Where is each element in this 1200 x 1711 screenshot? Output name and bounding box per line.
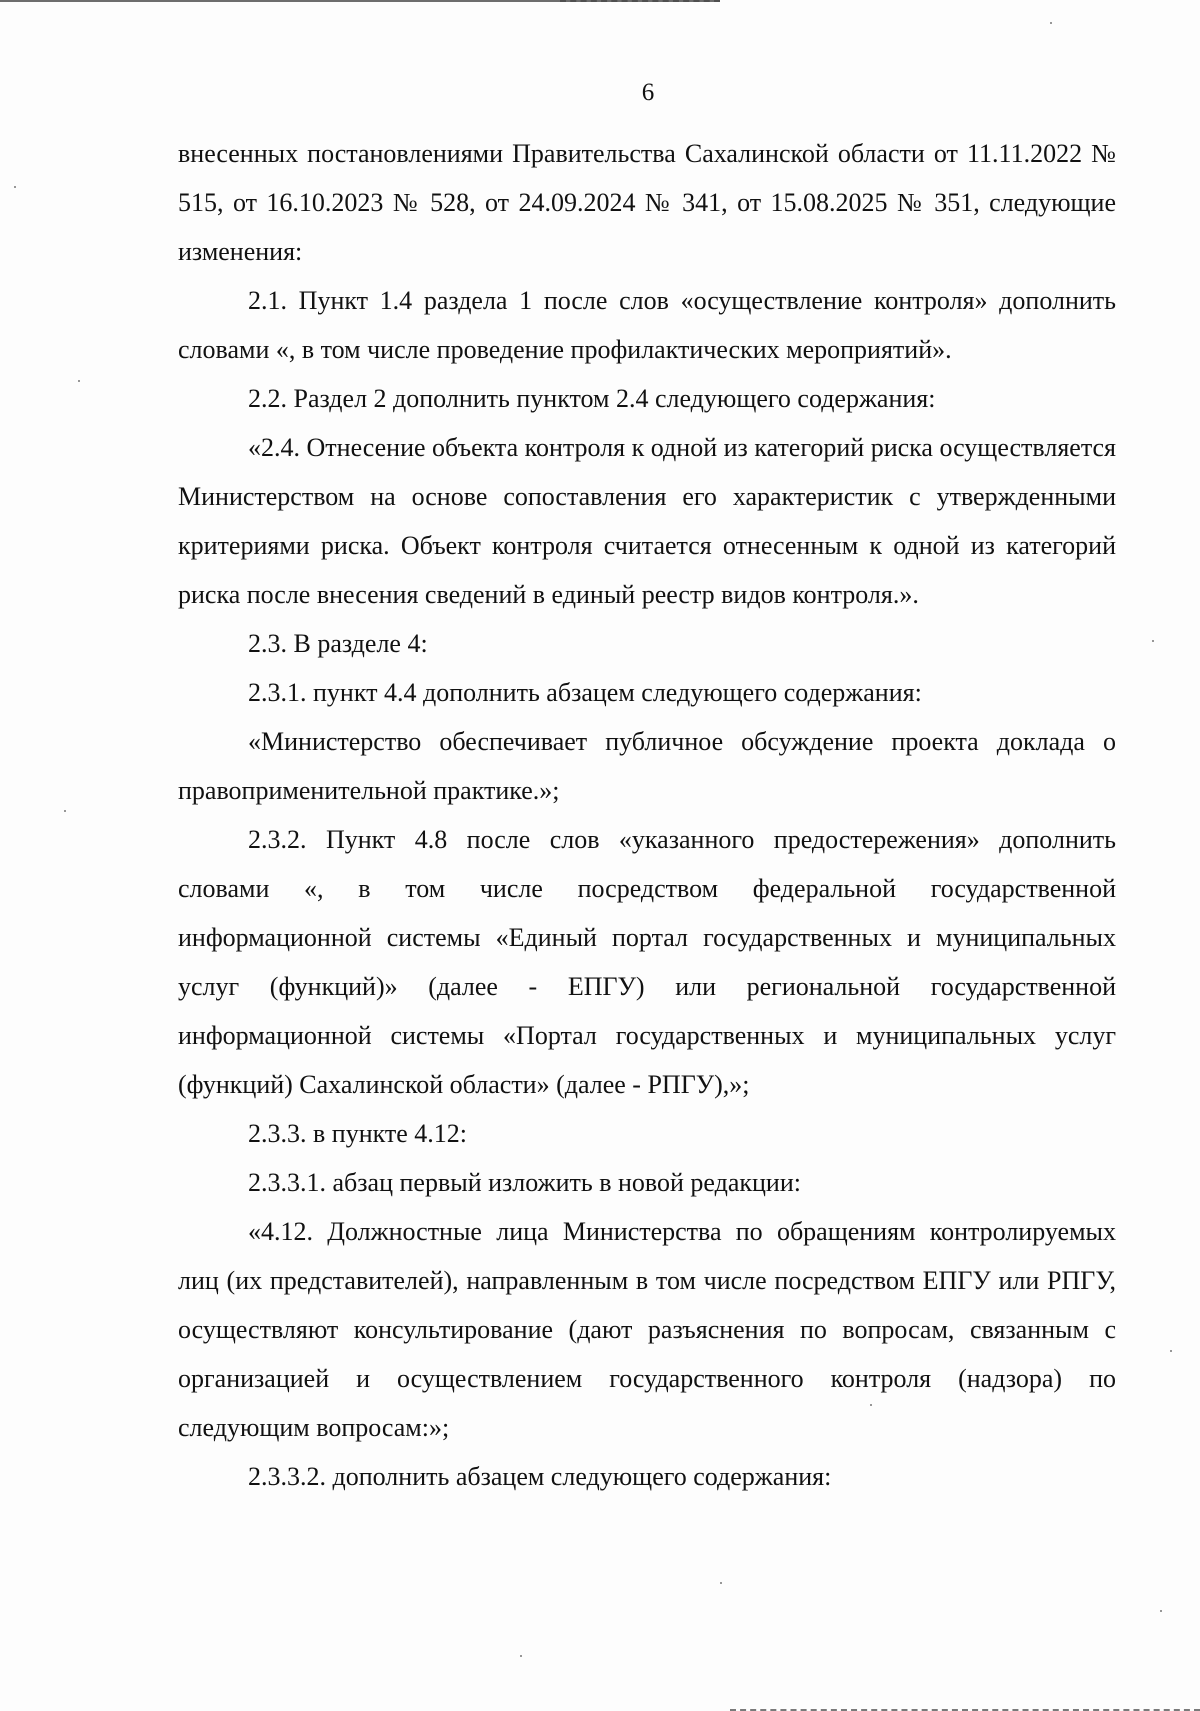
paragraph-2-3: 2.3. В разделе 4:	[248, 629, 428, 658]
document-body	[178, 129, 1116, 1501]
paragraph-2-2: 2.2. Раздел 2 дополнить пунктом 2.4 следующего содержания:	[248, 384, 936, 413]
paragraph-2-3-3-1: 2.3.3.1. абзац первый изложить в новой редакции:	[248, 1168, 801, 1197]
scan-speck	[720, 1582, 722, 1584]
paragraph-2-3-1-quote: «Министерство обеспечивает публичное обсуждение проекта доклада о правоприменительной практике.»;	[178, 727, 1116, 805]
scan-speck	[520, 1655, 522, 1657]
paragraph-2-3-3: 2.3.3. в пункте 4.12:	[248, 1119, 468, 1148]
paragraph-2-3-2: 2.3.2. Пункт 4.8 после слов «указанного предостережения» дополнить словами «, в том числе посредством федеральной государственной информационной системы «Единый портал государственных и муниципальных услуг (функций)» (далее - ЕПГУ) или региональной государственной информационной системы «Портал государственных и муниципальных услуг (функций) Сахалинской области» (далее - РПГУ),»;	[178, 825, 1116, 1099]
paragraph-2-4-quote: «2.4. Отнесение объекта контроля к одной из категорий риска осуществляется Министерством на основе сопоставления его характеристик с утвержденными критериями риска. Объект контроля считается отнесенным к одной из категорий риска после внесения сведений в единый реестр видов контроля.».	[178, 433, 1116, 609]
scan-speck	[1170, 1350, 1172, 1352]
scan-speck	[14, 186, 16, 188]
scan-speck	[78, 380, 80, 382]
page-number: 6	[641, 79, 655, 106]
scan-speck	[1152, 640, 1154, 642]
scan-speck	[1160, 1610, 1162, 1612]
scan-edge-top-dashed	[560, 0, 720, 2]
paragraph-2-3-1: 2.3.1. пункт 4.4 дополнить абзацем следующего содержания:	[248, 678, 922, 707]
scan-speck	[1050, 22, 1052, 24]
scan-speck	[64, 810, 66, 812]
paragraph-2-1: 2.1. Пункт 1.4 раздела 1 после слов «осуществление контроля» дополнить словами «, в том числе проведение профилактических мероприятий».	[178, 286, 1116, 364]
paragraph-4-12-quote: «4.12. Должностные лица Министерства по обращениям контролируемых лиц (их представителей), направленным в том числе посредством ЕПГУ или РПГУ, осуществляют консультирование (дают разъяснения по вопросам, связанным с организацией и осуществлением государственного контроля (надзора) по следующим вопросам:»;	[178, 1217, 1116, 1442]
paragraph-intro-continuation: внесенных постановлениями Правительства Сахалинской области от 11.11.2022 № 515, от 16.10.2023 № 528, от 24.09.2024 № 341, от 15.08.2025 № 351, следующие изменения:	[178, 139, 1116, 266]
paragraph-2-3-3-2: 2.3.3.2. дополнить абзацем следующего содержания:	[248, 1462, 832, 1491]
